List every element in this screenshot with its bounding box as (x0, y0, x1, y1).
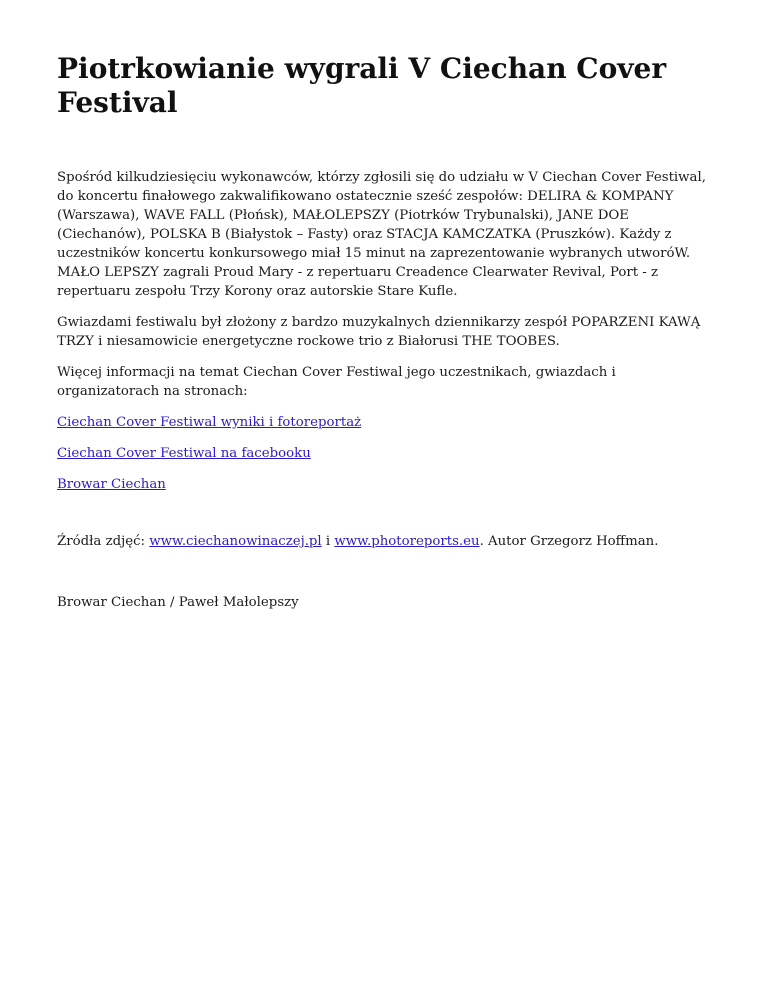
link-festival-results[interactable]: Ciechan Cover Festiwal wyniki i fotoreportaż (57, 415, 362, 430)
link-photoreports[interactable]: www.photoreports.eu (334, 534, 480, 549)
sources-prefix: Źródła zdjęć: (57, 534, 150, 549)
link-browar-ciechan[interactable]: Browar Ciechan (57, 477, 166, 492)
link-festival-facebook[interactable]: Ciechan Cover Festiwal na facebooku (57, 446, 311, 461)
footer-credit: Browar Ciechan / Paweł Małolepszy (57, 595, 299, 610)
spacer (57, 506, 711, 532)
paragraph-stars: Gwiazdami festiwalu był złożony z bardzo muzykalnych dziennikarzy zespół POPARZENI KAWĄ TRZY i niesamowicie energetyczne rockowe trio z Białorusi THE TOOBES. (57, 315, 701, 349)
photo-sources (57, 532, 711, 551)
sources-suffix: . Autor Grzegorz Hoffman. (479, 534, 659, 549)
article (57, 52, 711, 624)
article-title: Piotrkowianie wygrali V Ciechan Cover Festival (57, 52, 667, 119)
spacer (57, 563, 711, 593)
link-paragraph-results (57, 413, 711, 432)
link-paragraph-facebook (57, 444, 711, 463)
sources-between: i (321, 534, 335, 549)
link-paragraph-browar (57, 475, 711, 494)
paragraph-finalists: Spośród kilkudziesięciu wykonawców, którzy zgłosili się do udziału w V Ciechan Cover Festiwal, do koncertu finałowego zakwalifikowano ostatecznie sześć zespołów: DELIRA & KOMPANY (Warszawa), WAVE FALL (Płońsk), MAŁOLEPSZY (Piotrków Trybunalski), JANE DOE (Ciechanów), POLSKA B (Białystok – Fasty) oraz STACJA KAMCZATKA (Pruszków). Każdy z uczestników koncertu konkursowego miał 15 minut na zaprezentowanie wybranych utworóW. MAŁO LEPSZY zagrali Proud Mary - z repertuaru Creadence Clearwater Revival, Port - z repertuaru zespołu Trzy Korony oraz autorskie Stare Kufle. (57, 170, 706, 299)
link-ciechanowinaczej[interactable]: www.ciechanowinaczej.pl (149, 534, 322, 549)
paragraph-more-info: Więcej informacji na temat Ciechan Cover Festiwal jego uczestnikach, gwiazdach i organizatorach na stronach: (57, 365, 616, 399)
article-body (57, 168, 711, 612)
